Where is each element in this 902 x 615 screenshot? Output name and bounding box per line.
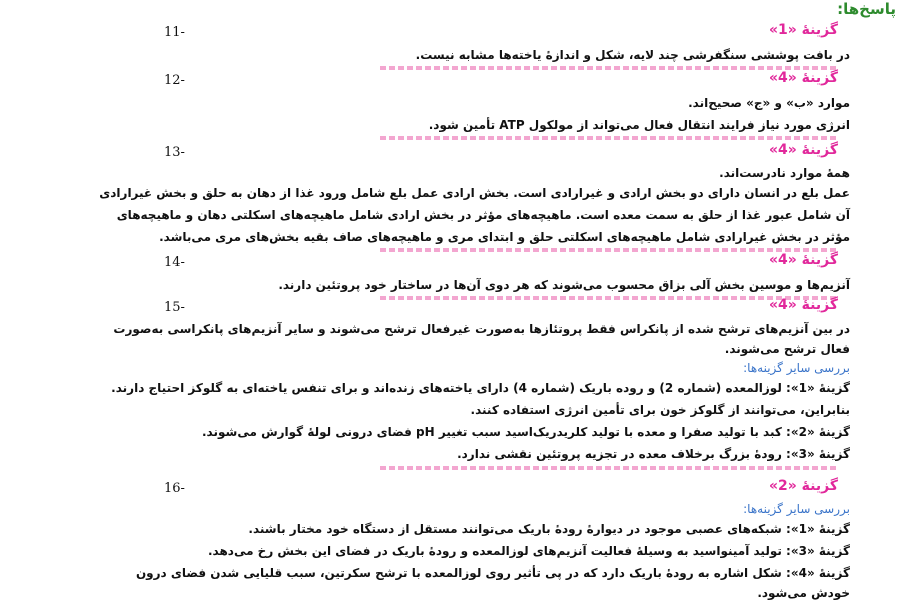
question-12 <box>0 70 902 136</box>
answer-option: گزینهٔ «2» <box>768 478 838 494</box>
question-13 <box>0 142 902 248</box>
answer-line: آنزیم‌ها و موسین بخش آلی بزاق محسوب می‌شوند که هر دوی آن‌ها در ساختار خود پروتئین دارند. <box>278 278 850 292</box>
answer-line: گزینهٔ «4»: شکل اشاره به رودهٔ باریک دارد که در پی تأثیر روی لوزالمعده با ترشح سکرتین، سبب قلیایی شدن فضای درون <box>135 566 850 580</box>
separator-line <box>380 136 838 140</box>
answer-line: گزینهٔ «3»: تولید آمینواسید به وسیلهٔ فعالیت آنزیم‌های لوزالمعده و رودهٔ باریک در فضای این بخش رخ می‌دهد. <box>207 544 850 558</box>
answer-line: فعال ترشح می‌شوند. <box>724 342 850 356</box>
answer-line: بنابراین، می‌توانند از گلوکز خون برای تأمین انرژی استفاده کنند. <box>470 403 850 417</box>
answer-line: عمل بلع در انسان دارای دو بخش ارادی و غیرارادی است. بخش ارادی عمل بلع شامل ورود غذا از دهان به حلق و بخش غیرارادی <box>99 186 850 200</box>
answer-line: انرژی مورد نیاز فرایند انتقال فعال می‌تواند از مولکول ATP تأمین شود. <box>428 118 850 132</box>
separator-line <box>380 466 838 470</box>
answer-option: گزینهٔ «4» <box>768 252 838 268</box>
question-11 <box>0 22 902 66</box>
question-number: 15- <box>164 300 185 315</box>
question-number: 12- <box>164 73 185 88</box>
question-15 <box>0 297 902 465</box>
review-heading: بررسی سایر گزینه‌ها: <box>743 361 850 375</box>
question-number: 11- <box>164 25 185 40</box>
answer-line: آن شامل عبور غذا از حلق به سمت معده است. ماهیچه‌های مؤثر در بخش ارادی شامل ماهیچه‌های اسکلتی دهان و ماهیچه‌های <box>116 208 850 222</box>
answer-line: گزینهٔ «3»: رودهٔ بزرگ برخلاف معده در تجزیه پروتئین نقشی ندارد. <box>457 447 850 461</box>
question-number: 14- <box>164 255 185 270</box>
answer-line: در بین آنزیم‌های ترشح شده از پانکراس فقط پروتئازها به‌صورت غیرفعال ترشح می‌شوند و سایر آنزیم‌های پانکراسی به‌صورت <box>113 322 850 336</box>
answer-line: گزینهٔ «2»: کبد با تولید صفرا و معده با تولید کلریدریک‌اسید سبب تغییر pH فضای درونی لولهٔ گوارش می‌شوند. <box>202 425 850 439</box>
answer-line: موارد «ب» و «ج» صحیح‌اند. <box>688 96 850 110</box>
answers-heading: پاسخ‌ها: <box>837 0 896 18</box>
answer-line: مؤثر در بخش غیرارادی شامل ماهیچه‌های اسکلتی حلق و ابتدای مری و ماهیچه‌های صاف بقیه بخش‌های مری می‌باشد. <box>159 230 850 244</box>
question-14 <box>0 252 902 296</box>
answer-option: گزینهٔ «4» <box>768 142 838 158</box>
answer-option: گزینهٔ «4» <box>768 297 838 313</box>
answer-option: گزینهٔ «1» <box>768 22 838 38</box>
question-16 <box>0 478 902 602</box>
answer-line: خودش می‌شود. <box>757 586 850 600</box>
answer-line: گزینهٔ «1»: شبکه‌های عصبی موجود در دیوارهٔ رودهٔ باریک می‌توانند مستقل از دستگاه خود مختار باشند. <box>248 522 850 536</box>
answer-line: در بافت پوششی سنگفرشی چند لایه، شکل و اندازهٔ یاخته‌ها مشابه نیست. <box>415 48 850 62</box>
answer-line: همهٔ موارد نادرست‌اند. <box>719 166 850 180</box>
question-number: 13- <box>164 145 185 160</box>
review-heading: بررسی سایر گزینه‌ها: <box>743 502 850 516</box>
question-number: 16- <box>164 481 185 496</box>
answer-option: گزینهٔ «4» <box>768 70 838 86</box>
answer-line: گزینهٔ «1»: لوزالمعده (شماره 2) و روده باریک (شماره 4) دارای یاخته‌های زنده‌اند و برای تنفس یاخته‌ای به گلوکز احتیاج دارند. <box>111 381 850 395</box>
